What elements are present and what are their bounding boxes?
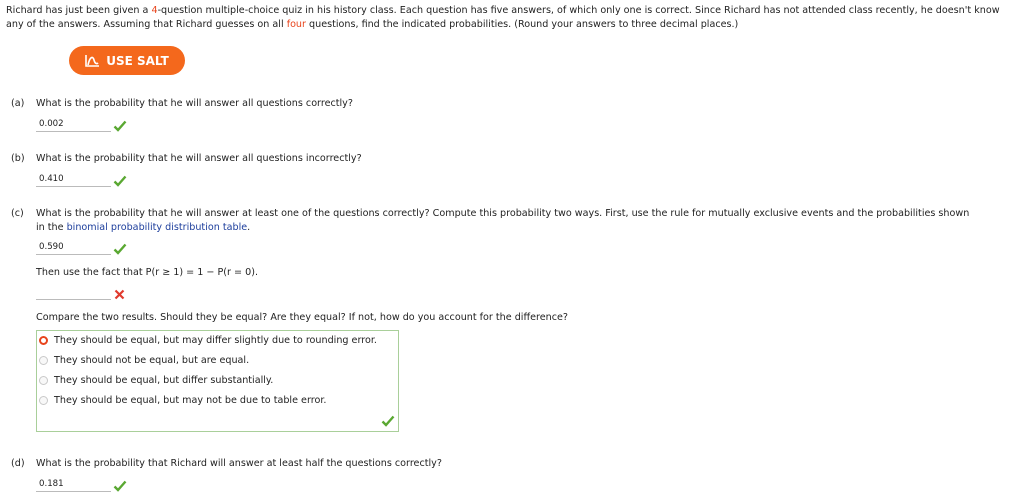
x-mark-icon xyxy=(114,289,125,300)
binomial-table-link[interactable]: binomial probability distribution table xyxy=(66,222,248,233)
use-salt-button[interactable] xyxy=(69,46,185,75)
radio-icon[interactable] xyxy=(39,356,48,365)
choice-option-3[interactable] xyxy=(37,375,273,386)
part-b-question: What is the probability that he will answer all questions incorrectly? xyxy=(36,153,362,164)
choice-option-3-label: They should be equal, but differ substantially. xyxy=(54,375,274,386)
part-c-compare-prompt: Compare the two results. Should they be equal? Are they equal? If not, how do you account for the difference? xyxy=(36,312,568,323)
part-c-line2-prefix: in the xyxy=(36,222,67,233)
part-d-question: What is the probability that Richard will answer at least half the questions correctly? xyxy=(36,458,442,469)
part-a-answer-field[interactable]: 0.002 xyxy=(36,118,111,132)
part-c-question-line2 xyxy=(36,222,250,233)
intro-text-2: -question multiple-choice quiz in his history class. Each question has five answers, of which only one is correct. Since Richard has not attended class recently, he doesn't know any of the answers. Assuming that Richard guesses on all xyxy=(6,5,1000,30)
choice-option-2[interactable] xyxy=(37,355,249,366)
checkmark-icon xyxy=(113,243,127,255)
part-a-question: What is the probability that he will answer all questions correctly? xyxy=(36,98,353,109)
choice-option-4[interactable] xyxy=(37,395,326,406)
part-c-question: What is the probability that he will answer at least one of the questions correctly? Compute this probability two ways. First, use the rule for mutually exclusive events and the probabilities shown xyxy=(36,208,970,219)
chart-icon xyxy=(85,54,100,67)
radio-selected-icon[interactable] xyxy=(39,336,48,345)
choice-group xyxy=(36,330,399,432)
use-salt-label: USE SALT xyxy=(106,53,169,68)
part-b-label: (b) xyxy=(11,153,25,164)
checkmark-icon xyxy=(113,175,127,187)
intro-text-3: questions, find the indicated probabilities. (Round your answers to three decimal places.) xyxy=(305,18,739,30)
radio-icon[interactable] xyxy=(39,396,48,405)
choice-option-1-label: They should be equal, but may differ slightly due to rounding error. xyxy=(54,335,377,346)
part-c-label: (c) xyxy=(11,208,24,219)
checkmark-icon xyxy=(113,480,127,492)
part-b-answer-field[interactable]: 0.410 xyxy=(36,173,111,187)
problem-statement xyxy=(6,4,1020,31)
part-d-label: (d) xyxy=(11,458,25,469)
part-c-answer2-field[interactable] xyxy=(36,286,111,300)
intro-text-1: Richard has just been given a xyxy=(6,5,152,16)
part-d-answer-field[interactable]: 0.181 xyxy=(36,478,111,492)
part-a-label: (a) xyxy=(11,98,25,109)
choice-option-1[interactable] xyxy=(37,335,396,346)
part-c-line2-suffix: . xyxy=(247,222,251,233)
checkmark-icon xyxy=(381,415,395,427)
checkmark-icon xyxy=(113,120,127,132)
radio-icon[interactable] xyxy=(39,376,48,385)
intro-highlight-four: four xyxy=(286,18,306,30)
part-c-answer1-field[interactable]: 0.590 xyxy=(36,241,111,255)
choice-option-4-label: They should be equal, but may not be due to table error. xyxy=(54,395,327,406)
part-c-second-prompt: Then use the fact that P(r ≥ 1) = 1 − P(r = 0). xyxy=(36,267,259,278)
choice-option-2-label: They should not be equal, but are equal. xyxy=(54,355,250,366)
intro-highlight-number: 4 xyxy=(151,5,158,16)
